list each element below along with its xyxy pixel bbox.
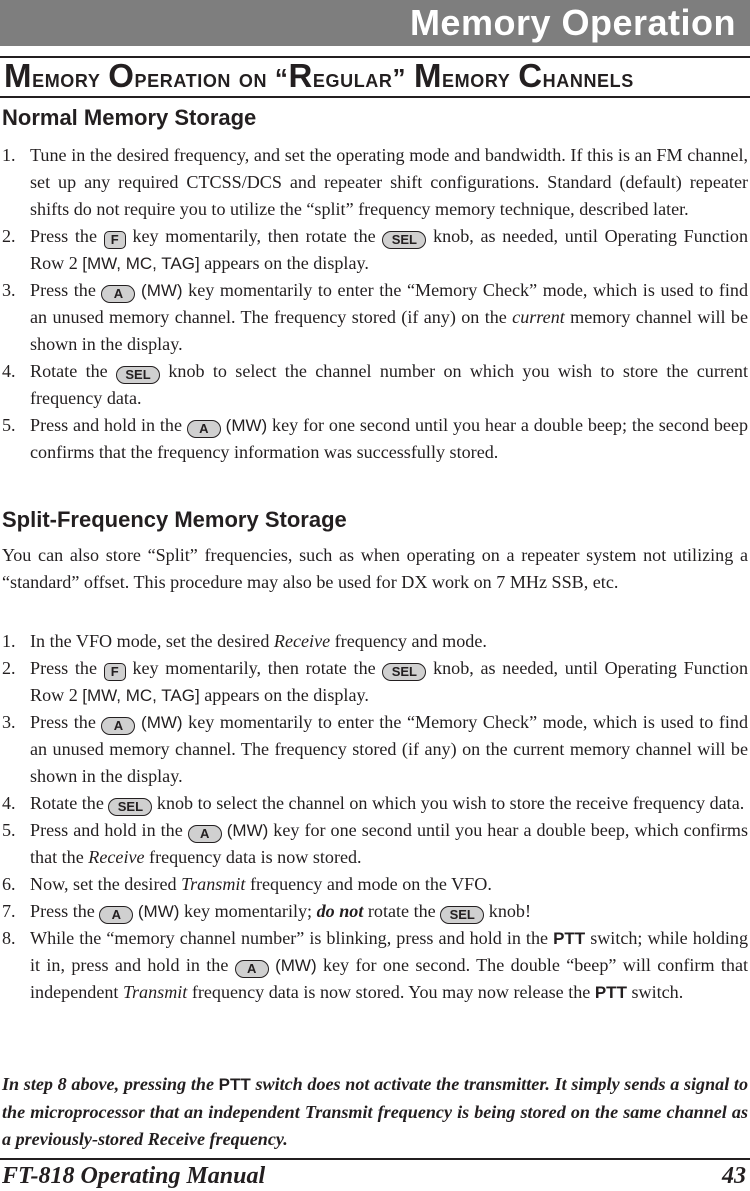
step-text: rotate the xyxy=(363,901,441,921)
step-number: 3. xyxy=(2,280,16,300)
step-item xyxy=(0,277,748,358)
step-item xyxy=(0,898,748,925)
function-label: (MW) xyxy=(275,956,317,975)
step-item xyxy=(0,925,748,1006)
sel-key-icon: SEL xyxy=(440,906,484,924)
step-text: knob to select the channel number on which you wish to store the current frequency data. xyxy=(30,361,748,408)
section-title: Memory Operation on “Regular” Memory Channels xyxy=(4,57,634,94)
step-item xyxy=(0,817,748,871)
step-text: Tune in the desired frequency, and set the operating mode and bandwidth. If this is an FM channel, set up any required CTCSS/DCS and repeater shift configurations. Standard (default) repeater shifts do not require you to utilize the “split” frequency memory technique, described later. xyxy=(30,145,748,219)
step-text: key for one second. The double “beep” will confirm that independent xyxy=(30,955,749,1002)
step-number: 7. xyxy=(2,901,16,921)
footer-manual-title: FT-818 Operating Manual xyxy=(2,1163,266,1189)
step-item xyxy=(0,412,748,466)
step-text: frequency and mode on the VFO. xyxy=(245,874,492,894)
step-text: key for one second until you hear a double beep, which confirms that the xyxy=(30,820,748,867)
step-text: Now, set the desired xyxy=(30,874,182,894)
step-number: 4. xyxy=(2,793,16,813)
step-item xyxy=(0,790,748,817)
ptt-label: PTT xyxy=(218,1075,251,1094)
italic-text: Receive xyxy=(273,631,331,651)
italic-text: current xyxy=(512,307,565,327)
function-label: (MW) xyxy=(141,281,183,300)
step-item xyxy=(0,223,748,277)
step-text: frequency data is now stored. xyxy=(144,847,362,867)
function-label: [MW, MC, TAG] xyxy=(82,686,200,705)
section-rule-bottom xyxy=(0,96,750,98)
normal-storage-steps xyxy=(0,142,748,466)
function-label: (MW) xyxy=(226,821,269,840)
step-text: appears on the display. xyxy=(199,685,369,705)
sel-key-icon: SEL xyxy=(382,663,426,681)
step-number: 4. xyxy=(2,361,16,381)
header-banner xyxy=(0,0,750,46)
step-text: Press and hold in the xyxy=(30,415,187,435)
normal-storage-heading: Normal Memory Storage xyxy=(2,105,257,130)
step-item xyxy=(0,628,748,655)
step-text: appears on the display. xyxy=(199,253,369,273)
step-text: In the VFO mode, set the desired xyxy=(30,631,274,651)
sel-key-icon: SEL xyxy=(108,798,152,816)
step-text: While the “memory channel number” is blinking, press and hold in the xyxy=(30,928,554,948)
f-key-icon: F xyxy=(104,663,126,681)
step-item xyxy=(0,142,748,223)
step-number: 1. xyxy=(2,145,16,165)
step-text: knob to select the channel on which you wish to store the receive frequency data. xyxy=(152,793,745,813)
step-item xyxy=(0,871,748,898)
split-intro-paragraph: You can also store “Split” frequencies, such as when operating on a repeater system not utilizing a “standard” offset. This procedure may also be used for DX work on 7 MHz SSB, etc. xyxy=(2,545,748,592)
sel-key-icon: SEL xyxy=(382,231,426,249)
f-key-icon: F xyxy=(104,231,126,249)
step-text: key momentarily, then rotate the xyxy=(125,226,383,246)
italic-text: Transmit xyxy=(181,874,246,894)
step-text: key momentarily to enter the “Memory Check” mode, which is used to find an unused memory channel. The frequency stored (if any) on the xyxy=(30,280,748,327)
ptt-note: In step 8 above, pressing the PTT switch does not activate the transmitter. It simply sends a signal to the microprocessor that an independent Transmit frequency is being stored on the same channel as a previously-stored Receive frequency. xyxy=(2,1074,748,1149)
a-key-icon: A xyxy=(101,717,135,735)
step-item xyxy=(0,655,748,709)
header-title: Memory Operation xyxy=(409,2,736,43)
step-text: key momentarily; xyxy=(179,901,317,921)
split-storage-steps xyxy=(0,628,748,1006)
a-key-icon: A xyxy=(187,420,221,438)
step-number: 3. xyxy=(2,712,16,732)
a-key-icon: A xyxy=(235,960,269,978)
a-key-icon: A xyxy=(101,285,135,303)
ptt-label: PTT xyxy=(553,929,586,948)
a-key-icon: A xyxy=(99,906,133,924)
step-text: Press and hold in the xyxy=(30,820,188,840)
function-label: (MW) xyxy=(141,713,183,732)
step-number: 2. xyxy=(2,658,16,678)
step-number: 6. xyxy=(2,874,16,894)
step-text: Press the xyxy=(30,226,104,246)
step-text: Rotate the xyxy=(30,793,109,813)
footer-rule xyxy=(0,1158,750,1160)
step-text: frequency and mode. xyxy=(330,631,487,651)
step-text: key momentarily, then rotate the xyxy=(125,658,383,678)
split-storage-heading: Split-Frequency Memory Storage xyxy=(2,507,347,532)
step-text: switch. xyxy=(626,982,684,1002)
step-item xyxy=(0,358,748,412)
step-text: key for one second until you hear a double beep; the second beep confirms that the frequency information was successfully stored. xyxy=(30,415,748,462)
function-label: (MW) xyxy=(137,902,180,921)
function-label: (MW) xyxy=(225,416,268,435)
function-label: [MW, MC, TAG] xyxy=(82,254,200,273)
italic-text: Transmit xyxy=(122,982,188,1002)
step-text: memory channel will be shown in the display. xyxy=(30,307,748,354)
step-number: 2. xyxy=(2,226,16,246)
step-number: 5. xyxy=(2,415,16,435)
step-number: 5. xyxy=(2,820,16,840)
step-text: knob, as needed, until Operating Function Row 2 xyxy=(30,658,749,705)
step-text: switch; while holding it in, press and hold in the xyxy=(30,928,748,975)
step-text: Press the xyxy=(30,712,102,732)
step-text: Press the xyxy=(30,901,100,921)
step-text: Rotate the xyxy=(30,361,117,381)
step-text: knob! xyxy=(484,901,531,921)
emphasis-text: do not xyxy=(316,901,364,921)
step-text: Press the xyxy=(30,658,104,678)
section-header xyxy=(0,56,750,96)
step-item xyxy=(0,709,748,790)
ptt-label: PTT xyxy=(594,983,627,1002)
step-text: knob, as needed, until Operating Function Row 2 xyxy=(30,226,749,273)
footer-page-number: 43 xyxy=(722,1163,746,1189)
step-number: 8. xyxy=(2,928,16,948)
sel-key-icon: SEL xyxy=(116,366,160,384)
step-text: Press the xyxy=(30,280,102,300)
a-key-icon: A xyxy=(188,825,222,843)
step-text: key momentarily to enter the “Memory Check” mode, which is used to find an unused memory channel. The frequency stored (if any) on the current memory channel will be shown in the display. xyxy=(30,712,748,786)
step-text: frequency data is now stored. You may now release the xyxy=(187,982,595,1002)
italic-text: Receive xyxy=(88,847,145,867)
step-number: 1. xyxy=(2,631,16,651)
